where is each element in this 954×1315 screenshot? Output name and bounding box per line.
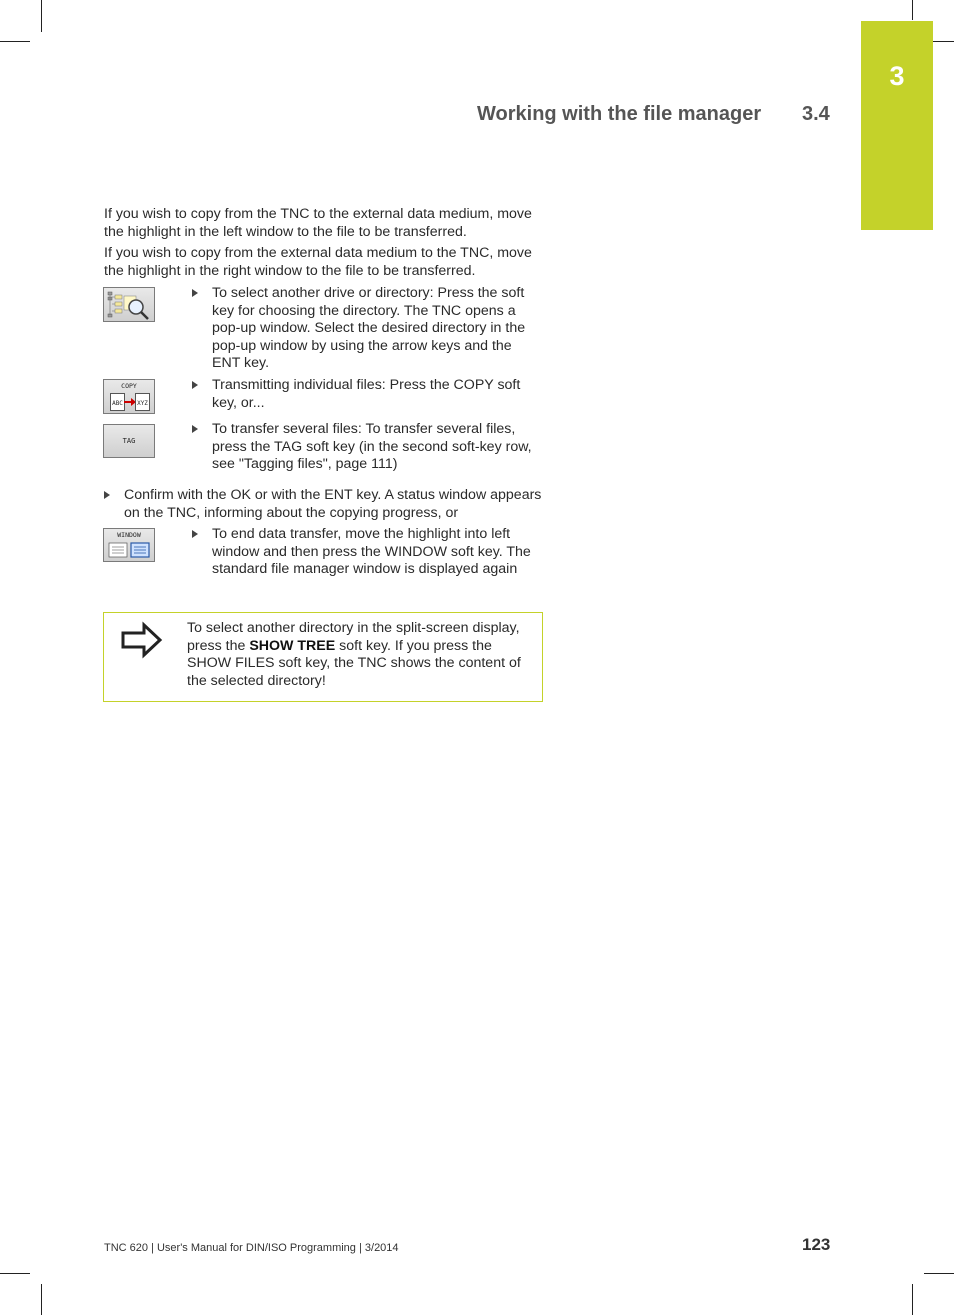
target-file-label: XYZ	[137, 400, 148, 407]
note-text-part: soft key. If you press the SHOW FILES soft key, the TNC shows the content of the selected directory!	[187, 637, 521, 689]
bullet-triangle-icon	[192, 425, 198, 433]
tag-softkey-label: TAG	[122, 437, 136, 445]
directory-softkey[interactable]	[103, 287, 155, 322]
chapter-tab	[861, 21, 933, 230]
crop-mark	[912, 0, 913, 20]
note-text	[187, 620, 537, 690]
tag-softkey[interactable]	[103, 424, 155, 458]
crop-mark	[41, 1284, 42, 1315]
intro-paragraph: If you wish to copy from the external data medium to the TNC, move the highlight in the right window to the file to be transferred.	[104, 245, 532, 279]
note-text-part: To select another directory in the split-screen display, press the	[187, 620, 520, 654]
crop-mark	[0, 41, 30, 42]
bullet-triangle-icon	[192, 530, 198, 538]
step-text: To select another drive or directory: Press the soft key for choosing the directory. The TNC opens a pop-up window. Select the desired directory in the pop-up window by using the arrow keys and the ENT key.	[212, 285, 526, 371]
step-text: Transmitting individual files: Press the COPY soft key, or...	[212, 377, 521, 411]
arrow-right-icon	[120, 621, 164, 659]
step-confirm	[104, 487, 544, 522]
step-end-transfer	[192, 526, 542, 579]
intro-paragraph: If you wish to copy from the TNC to the external data medium, move the highlight in the left window to the file to be transferred.	[104, 206, 532, 240]
bullet-triangle-icon	[104, 491, 110, 499]
split-window-icon	[104, 541, 154, 561]
step-text: To transfer several files: To transfer several files, press the TAG soft key (in the second soft-key row, see "Tagging files", page 111)	[212, 421, 532, 472]
bullet-triangle-icon	[192, 381, 198, 389]
crop-mark	[924, 1273, 954, 1274]
source-file-label: ABC	[112, 400, 123, 407]
step-select-directory	[192, 285, 542, 373]
bullet-triangle-icon	[192, 289, 198, 297]
note-box	[103, 612, 543, 702]
note-divider	[185, 613, 186, 701]
file-icon	[110, 393, 125, 411]
step-text: To end data transfer, move the highlight into left window and then press the WINDOW soft key. The standard file manager window is displayed again	[212, 526, 531, 577]
directory-tree-icon	[104, 288, 154, 321]
window-softkey[interactable]	[103, 528, 155, 562]
step-text: Confirm with the OK or with the ENT key. A status window appears on the TNC, informing about the copying progress, or	[124, 487, 542, 521]
crop-mark	[912, 1284, 913, 1315]
step-copy-file	[192, 377, 542, 412]
window-softkey-label: WINDOW	[117, 531, 141, 539]
crop-mark	[0, 1273, 30, 1274]
step-tag-files	[192, 421, 542, 474]
show-tree-keyword: SHOW TREE	[249, 637, 336, 654]
chapter-number: 3	[889, 61, 905, 91]
copy-softkey-label: COPY	[121, 382, 137, 390]
section-title: Working with the file manager	[477, 103, 762, 125]
copy-softkey[interactable]	[103, 379, 155, 414]
file-icon	[135, 393, 150, 411]
footer-text: TNC 620 | User's Manual for DIN/ISO Programming | 3/2014	[104, 1242, 399, 1254]
page-number: 123	[802, 1235, 831, 1254]
section-number: 3.4	[802, 103, 830, 125]
crop-mark	[41, 0, 42, 32]
